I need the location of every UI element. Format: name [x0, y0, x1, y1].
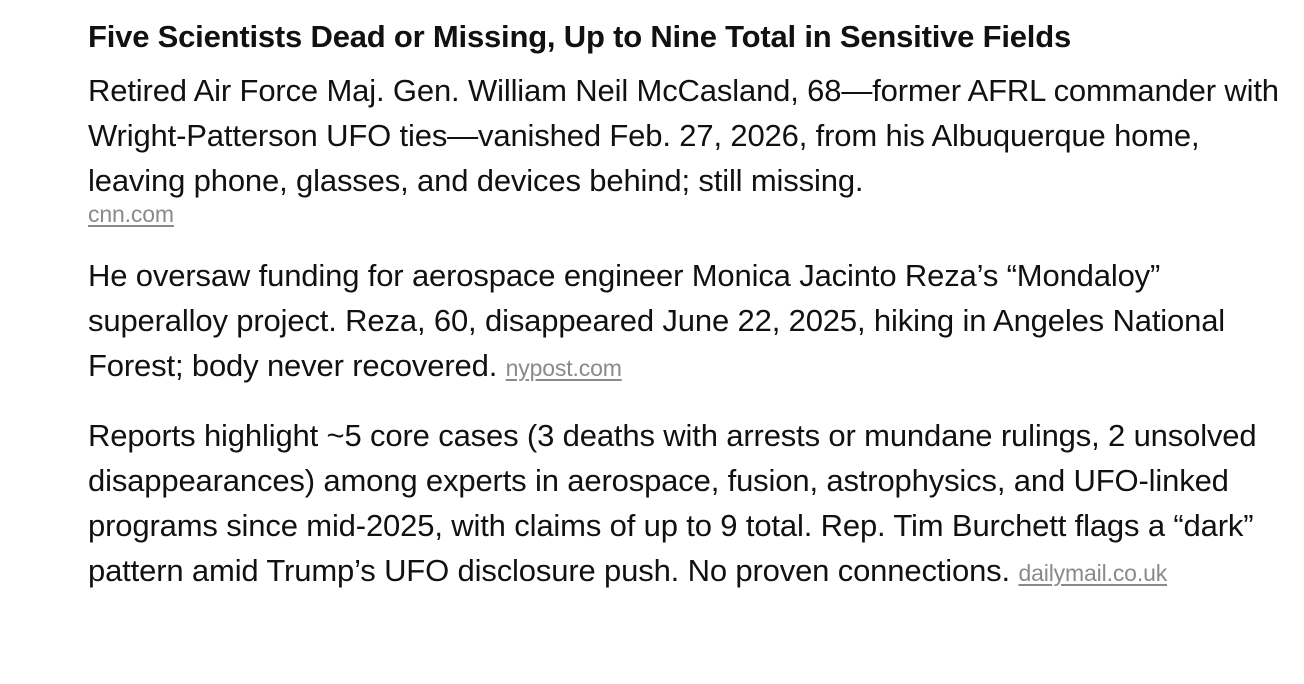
- paragraph-text: Reports highlight ~5 core cases (3 deaths with arrests or mundane rulings, 2 unsolved disappearances) among experts in aerospace, fusion, astrophysics, and UFO-linked programs since mid-2025, with claims of up to 9 total. Rep. Tim Burchett flags a “dark” pattern amid Trump’s UFO disclosure push. No proven connections.: [88, 418, 1257, 588]
- source-link-cnn[interactable]: cnn.com: [88, 201, 174, 227]
- article: [88, 14, 1288, 596]
- source-link-nypost[interactable]: nypost.com: [505, 355, 622, 381]
- paragraph-mccasland: [88, 68, 1288, 231]
- paragraph-text: He oversaw funding for aerospace engineer Monica Jacinto Reza’s “Mondaloy” superalloy project. Reza, 60, disappeared June 22, 2025, hiking in Angeles National Forest; body never recovered.: [88, 258, 1226, 383]
- article-headline: Five Scientists Dead or Missing, Up to Nine Total in Sensitive Fields: [88, 19, 1071, 54]
- paragraph-text: Retired Air Force Maj. Gen. William Neil McCasland, 68—former AFRL commander with Wright-Patterson UFO ties—vanished Feb. 27, 2026, from his Albuquerque home, leaving phone, glasses, and devices behind; still missing.: [88, 73, 1279, 198]
- paragraph-reza: [88, 253, 1288, 391]
- source-link-dailymail[interactable]: dailymail.co.uk: [1018, 560, 1168, 586]
- paragraph-reports: [88, 413, 1288, 596]
